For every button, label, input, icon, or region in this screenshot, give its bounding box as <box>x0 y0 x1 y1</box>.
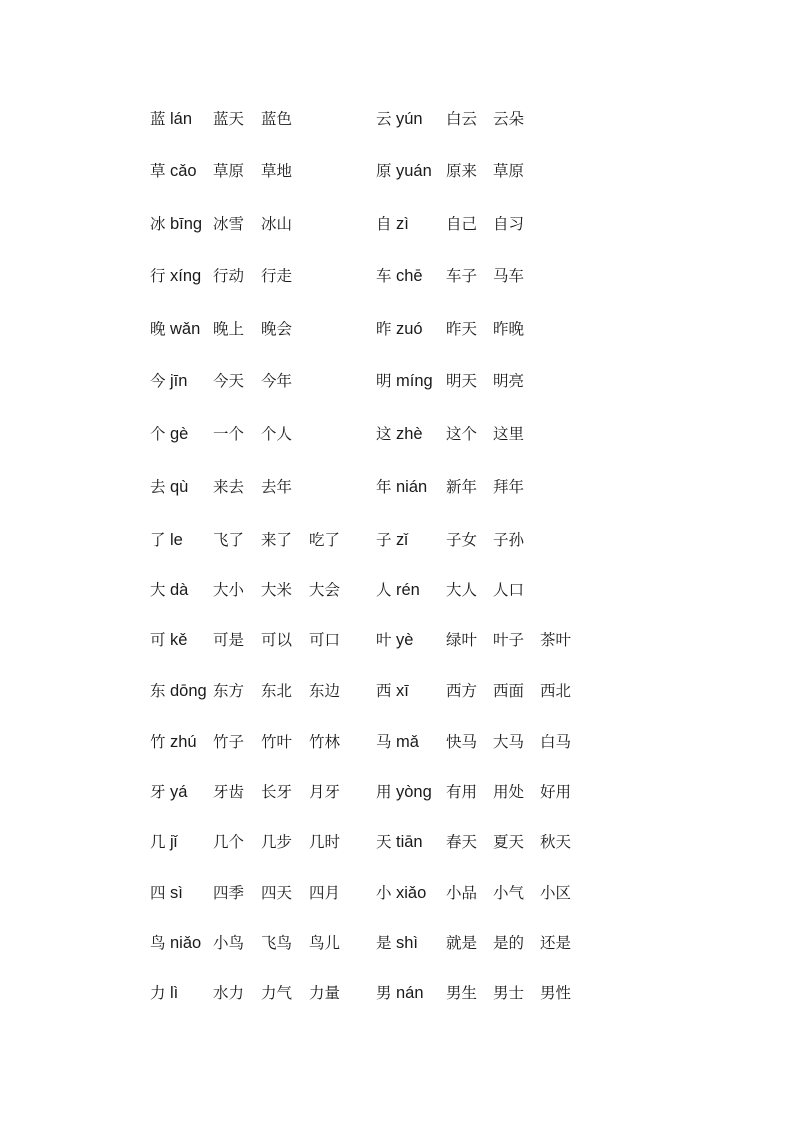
vocab-row <box>0 158 800 184</box>
left-pinyin: lán <box>170 110 193 128</box>
left-word: 四月 <box>309 884 341 902</box>
left-character: 去 <box>150 478 166 496</box>
right-pinyin: zì <box>396 215 409 233</box>
right-word: 这里 <box>493 425 525 443</box>
vocab-row <box>0 880 800 906</box>
left-word: 几时 <box>309 833 341 851</box>
left-pinyin: dōng <box>170 682 207 700</box>
left-word: 水力 <box>213 984 245 1002</box>
right-pinyin: shì <box>396 934 419 952</box>
left-pinyin: niǎo <box>170 934 202 952</box>
right-word: 子女 <box>446 531 478 549</box>
left-word: 力气 <box>261 984 293 1002</box>
right-word: 夏天 <box>493 833 525 851</box>
right-word: 小气 <box>493 884 525 902</box>
right-word: 自习 <box>493 215 525 233</box>
vocab-row <box>0 211 800 237</box>
left-character: 晚 <box>150 320 166 338</box>
right-word: 茶叶 <box>540 631 572 649</box>
right-word: 西面 <box>493 682 525 700</box>
vocab-row <box>0 930 800 956</box>
right-word: 秋天 <box>540 833 572 851</box>
vocab-row <box>0 779 800 805</box>
vocab-row <box>0 368 800 394</box>
vocab-row <box>0 474 800 500</box>
right-word: 白云 <box>446 110 478 128</box>
left-word: 小鸟 <box>213 934 245 952</box>
right-word: 用处 <box>493 783 525 801</box>
right-word: 男性 <box>540 984 572 1002</box>
right-word: 明天 <box>446 372 478 390</box>
right-word: 明亮 <box>493 372 525 390</box>
vocab-row <box>0 316 800 342</box>
left-word: 东边 <box>309 682 341 700</box>
right-character: 天 <box>376 833 392 851</box>
right-word: 新年 <box>446 478 478 496</box>
right-pinyin: yè <box>396 631 414 649</box>
left-character: 了 <box>150 531 166 549</box>
right-word: 大马 <box>493 733 525 751</box>
right-pinyin: yuán <box>396 162 432 180</box>
right-word: 这个 <box>446 425 478 443</box>
left-pinyin: wǎn <box>170 320 201 338</box>
right-pinyin: zuó <box>396 320 423 338</box>
right-word: 人口 <box>493 581 525 599</box>
right-word: 昨天 <box>446 320 478 338</box>
left-character: 今 <box>150 372 166 390</box>
left-word: 晚会 <box>261 320 293 338</box>
right-character: 小 <box>376 884 392 902</box>
left-word: 飞鸟 <box>261 934 293 952</box>
right-pinyin: xiǎo <box>396 884 427 902</box>
right-character: 自 <box>376 215 392 233</box>
left-word: 可以 <box>261 631 293 649</box>
left-character: 鸟 <box>150 934 166 952</box>
left-word: 可是 <box>213 631 245 649</box>
left-word: 去年 <box>261 478 293 496</box>
left-word: 长牙 <box>261 783 293 801</box>
right-word: 春天 <box>446 833 478 851</box>
left-word: 行走 <box>261 267 293 285</box>
left-character: 几 <box>150 833 166 851</box>
left-character: 冰 <box>150 215 166 233</box>
left-character: 行 <box>150 267 166 285</box>
right-word: 自己 <box>446 215 478 233</box>
right-word: 好用 <box>540 783 572 801</box>
right-word: 昨晚 <box>493 320 525 338</box>
right-pinyin: tiān <box>396 833 423 851</box>
left-word: 蓝色 <box>261 110 293 128</box>
vocab-row <box>0 421 800 447</box>
right-pinyin: xī <box>396 682 409 700</box>
right-character: 子 <box>376 531 392 549</box>
right-pinyin: yún <box>396 110 423 128</box>
left-word: 冰雪 <box>213 215 245 233</box>
left-word: 月牙 <box>309 783 341 801</box>
right-pinyin: míng <box>396 372 433 390</box>
left-word: 吃了 <box>309 531 341 549</box>
left-pinyin: sì <box>170 884 183 902</box>
right-word: 就是 <box>446 934 478 952</box>
left-word: 晚上 <box>213 320 245 338</box>
right-word: 西北 <box>540 682 572 700</box>
right-word: 男士 <box>493 984 525 1002</box>
vocab-row <box>0 729 800 755</box>
right-character: 是 <box>376 934 392 952</box>
left-pinyin: cǎo <box>170 162 197 180</box>
right-word: 还是 <box>540 934 572 952</box>
left-word: 大米 <box>261 581 293 599</box>
left-word: 大小 <box>213 581 245 599</box>
right-character: 男 <box>376 984 392 1002</box>
right-word: 男生 <box>446 984 478 1002</box>
left-pinyin: lì <box>170 984 179 1002</box>
left-word: 四季 <box>213 884 245 902</box>
right-character: 这 <box>376 425 392 443</box>
left-word: 大会 <box>309 581 341 599</box>
right-character: 明 <box>376 372 392 390</box>
left-word: 蓝天 <box>213 110 245 128</box>
left-word: 竹子 <box>213 733 245 751</box>
vocab-row <box>0 829 800 855</box>
vocab-row <box>0 263 800 289</box>
left-pinyin: qù <box>170 478 189 496</box>
right-character: 用 <box>376 783 392 801</box>
left-character: 力 <box>150 984 166 1002</box>
left-word: 草地 <box>261 162 293 180</box>
right-character: 叶 <box>376 631 392 649</box>
left-word: 竹叶 <box>261 733 293 751</box>
right-character: 云 <box>376 110 392 128</box>
left-character: 蓝 <box>150 110 166 128</box>
right-character: 马 <box>376 733 392 751</box>
right-word: 云朵 <box>493 110 525 128</box>
right-pinyin: zǐ <box>396 531 408 549</box>
right-word: 原来 <box>446 162 478 180</box>
left-character: 大 <box>150 581 166 599</box>
right-character: 西 <box>376 682 392 700</box>
right-word: 草原 <box>493 162 525 180</box>
left-word: 一个 <box>213 425 245 443</box>
left-pinyin: jīn <box>170 372 188 390</box>
left-word: 力量 <box>309 984 341 1002</box>
left-word: 牙齿 <box>213 783 245 801</box>
right-word: 叶子 <box>493 631 525 649</box>
right-character: 年 <box>376 478 392 496</box>
left-word: 东方 <box>213 682 245 700</box>
right-pinyin: chē <box>396 267 423 285</box>
vocab-row <box>0 527 800 553</box>
left-word: 竹林 <box>309 733 341 751</box>
right-pinyin: rén <box>396 581 420 599</box>
right-pinyin: zhè <box>396 425 423 443</box>
left-word: 今年 <box>261 372 293 390</box>
right-character: 车 <box>376 267 392 285</box>
right-character: 昨 <box>376 320 392 338</box>
left-pinyin: xíng <box>170 267 202 285</box>
left-word: 东北 <box>261 682 293 700</box>
right-pinyin: nián <box>396 478 428 496</box>
right-word: 是的 <box>493 934 525 952</box>
left-pinyin: bīng <box>170 215 203 233</box>
right-word: 拜年 <box>493 478 525 496</box>
left-word: 四天 <box>261 884 293 902</box>
left-pinyin: jǐ <box>170 833 178 851</box>
left-word: 今天 <box>213 372 245 390</box>
left-word: 草原 <box>213 162 245 180</box>
left-pinyin: kě <box>170 631 188 649</box>
right-character: 人 <box>376 581 392 599</box>
right-word: 小品 <box>446 884 478 902</box>
left-character: 可 <box>150 631 166 649</box>
right-word: 绿叶 <box>446 631 478 649</box>
left-character: 牙 <box>150 783 166 801</box>
left-word: 飞了 <box>213 531 245 549</box>
left-word: 几步 <box>261 833 293 851</box>
left-word: 可口 <box>309 631 341 649</box>
left-character: 东 <box>150 682 166 700</box>
right-word: 车子 <box>446 267 478 285</box>
left-pinyin: yá <box>170 783 188 801</box>
left-word: 行动 <box>213 267 245 285</box>
left-word: 来去 <box>213 478 245 496</box>
left-pinyin: zhú <box>170 733 197 751</box>
right-word: 马车 <box>493 267 525 285</box>
right-word: 子孙 <box>493 531 525 549</box>
vocab-row <box>0 106 800 132</box>
right-word: 小区 <box>540 884 572 902</box>
right-word: 大人 <box>446 581 478 599</box>
right-pinyin: nán <box>396 984 424 1002</box>
left-character: 四 <box>150 884 166 902</box>
left-word: 来了 <box>261 531 293 549</box>
left-word: 鸟儿 <box>309 934 341 952</box>
right-word: 西方 <box>446 682 478 700</box>
left-pinyin: dà <box>170 581 189 599</box>
right-pinyin: mǎ <box>396 733 419 751</box>
right-pinyin: yòng <box>396 783 432 801</box>
left-word: 个人 <box>261 425 293 443</box>
left-pinyin: gè <box>170 425 189 443</box>
vocab-row <box>0 627 800 653</box>
left-pinyin: le <box>170 531 183 549</box>
left-word: 几个 <box>213 833 245 851</box>
right-word: 快马 <box>446 733 478 751</box>
right-character: 原 <box>376 162 392 180</box>
right-word: 白马 <box>540 733 572 751</box>
left-character: 草 <box>150 162 166 180</box>
left-word: 冰山 <box>261 215 293 233</box>
vocab-row <box>0 577 800 603</box>
left-character: 竹 <box>150 733 166 751</box>
right-word: 有用 <box>446 783 478 801</box>
left-character: 个 <box>150 425 166 443</box>
vocab-row <box>0 980 800 1006</box>
vocab-row <box>0 678 800 704</box>
